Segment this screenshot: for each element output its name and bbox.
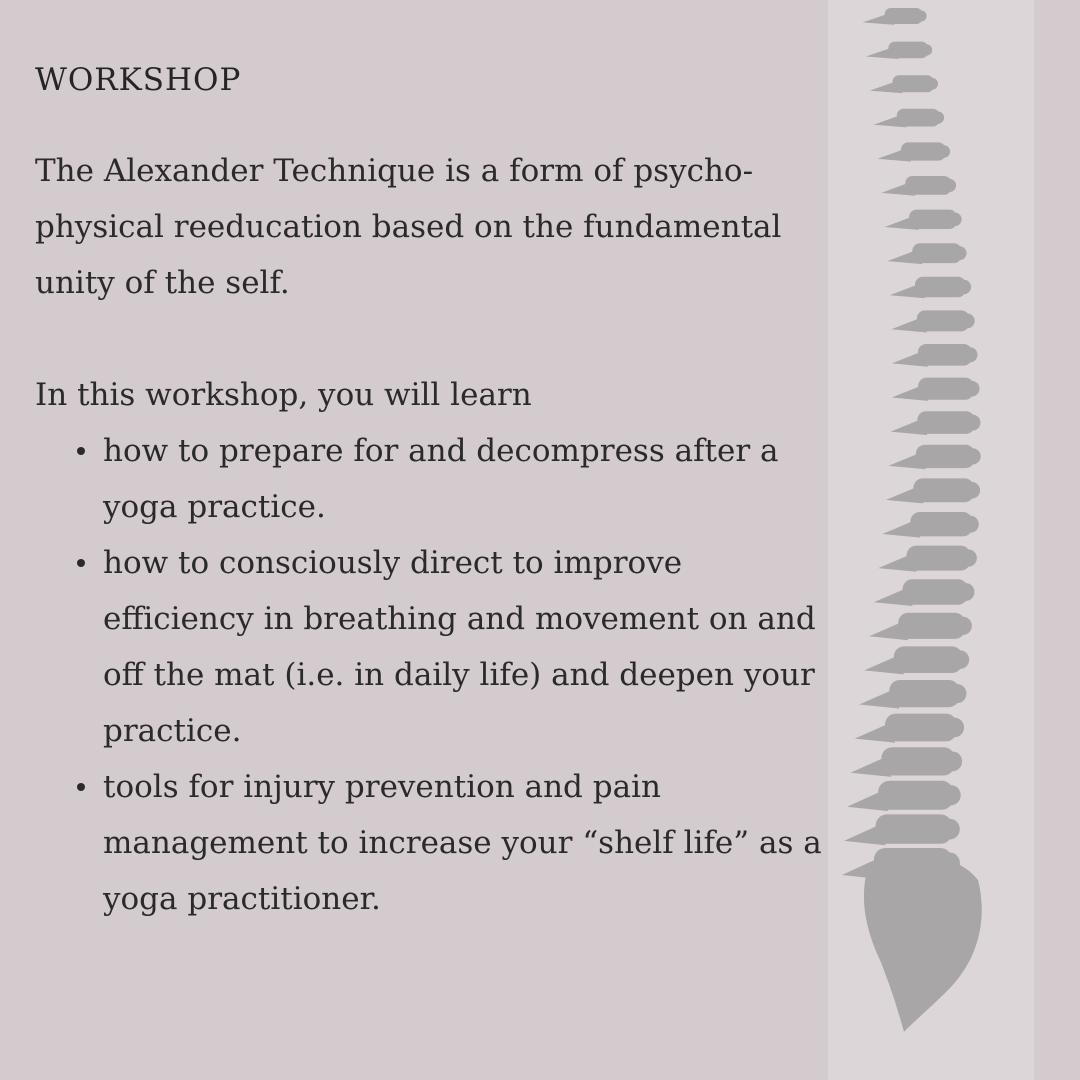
vertebra-shape — [878, 546, 977, 572]
vertebra-shape — [866, 42, 932, 59]
vertebra-shape — [855, 714, 964, 743]
vertebra-shape — [881, 176, 956, 196]
vertebra-shape — [859, 680, 966, 709]
sacrum-shape — [864, 856, 982, 1033]
vertebra-shape — [863, 8, 927, 25]
vertebra-shape — [888, 243, 967, 264]
vertebra-shape — [869, 613, 972, 640]
vertebra-shape — [885, 210, 962, 230]
vertebra-shape — [892, 378, 980, 401]
vertebra-shape — [882, 512, 978, 538]
vertebra-shape — [870, 75, 938, 93]
vertebra-shape — [890, 277, 971, 299]
vertebra-shape — [886, 478, 980, 503]
vertebra-shape — [892, 344, 978, 367]
vertebra-shape — [844, 814, 960, 845]
intro-paragraph: The Alexander Technique is a form of psycho-physical reeducation based on the fundamental unity of the self. — [35, 153, 782, 301]
vertebra-shape — [864, 646, 969, 674]
vertebra-shape — [874, 109, 945, 128]
vertebra-shape — [889, 445, 981, 469]
vertebra-shape — [878, 142, 951, 161]
workshop-heading: WORKSHOP — [35, 62, 242, 98]
list-item: how to prepare for and decompress after a yoga practice. — [103, 423, 825, 535]
vertebra-shape — [847, 781, 961, 811]
main-content — [35, 62, 825, 927]
vertebra-shape — [851, 747, 963, 777]
list-item: how to consciously direct to improve efficiency in breathing and movement on and off the mat (i.e. in daily life) and deepen your practice. — [103, 535, 825, 759]
spine-illustration — [828, 0, 1034, 1080]
vertebra-shape — [891, 310, 974, 332]
vertebra-shape — [891, 411, 981, 435]
vertebra-shape — [874, 579, 975, 606]
lead-text: In this workshop, you will learn — [35, 377, 532, 413]
learning-points-list — [35, 423, 825, 927]
list-item: tools for injury prevention and pain management to increase your “shelf life” as a yoga practitioner. — [103, 759, 825, 927]
